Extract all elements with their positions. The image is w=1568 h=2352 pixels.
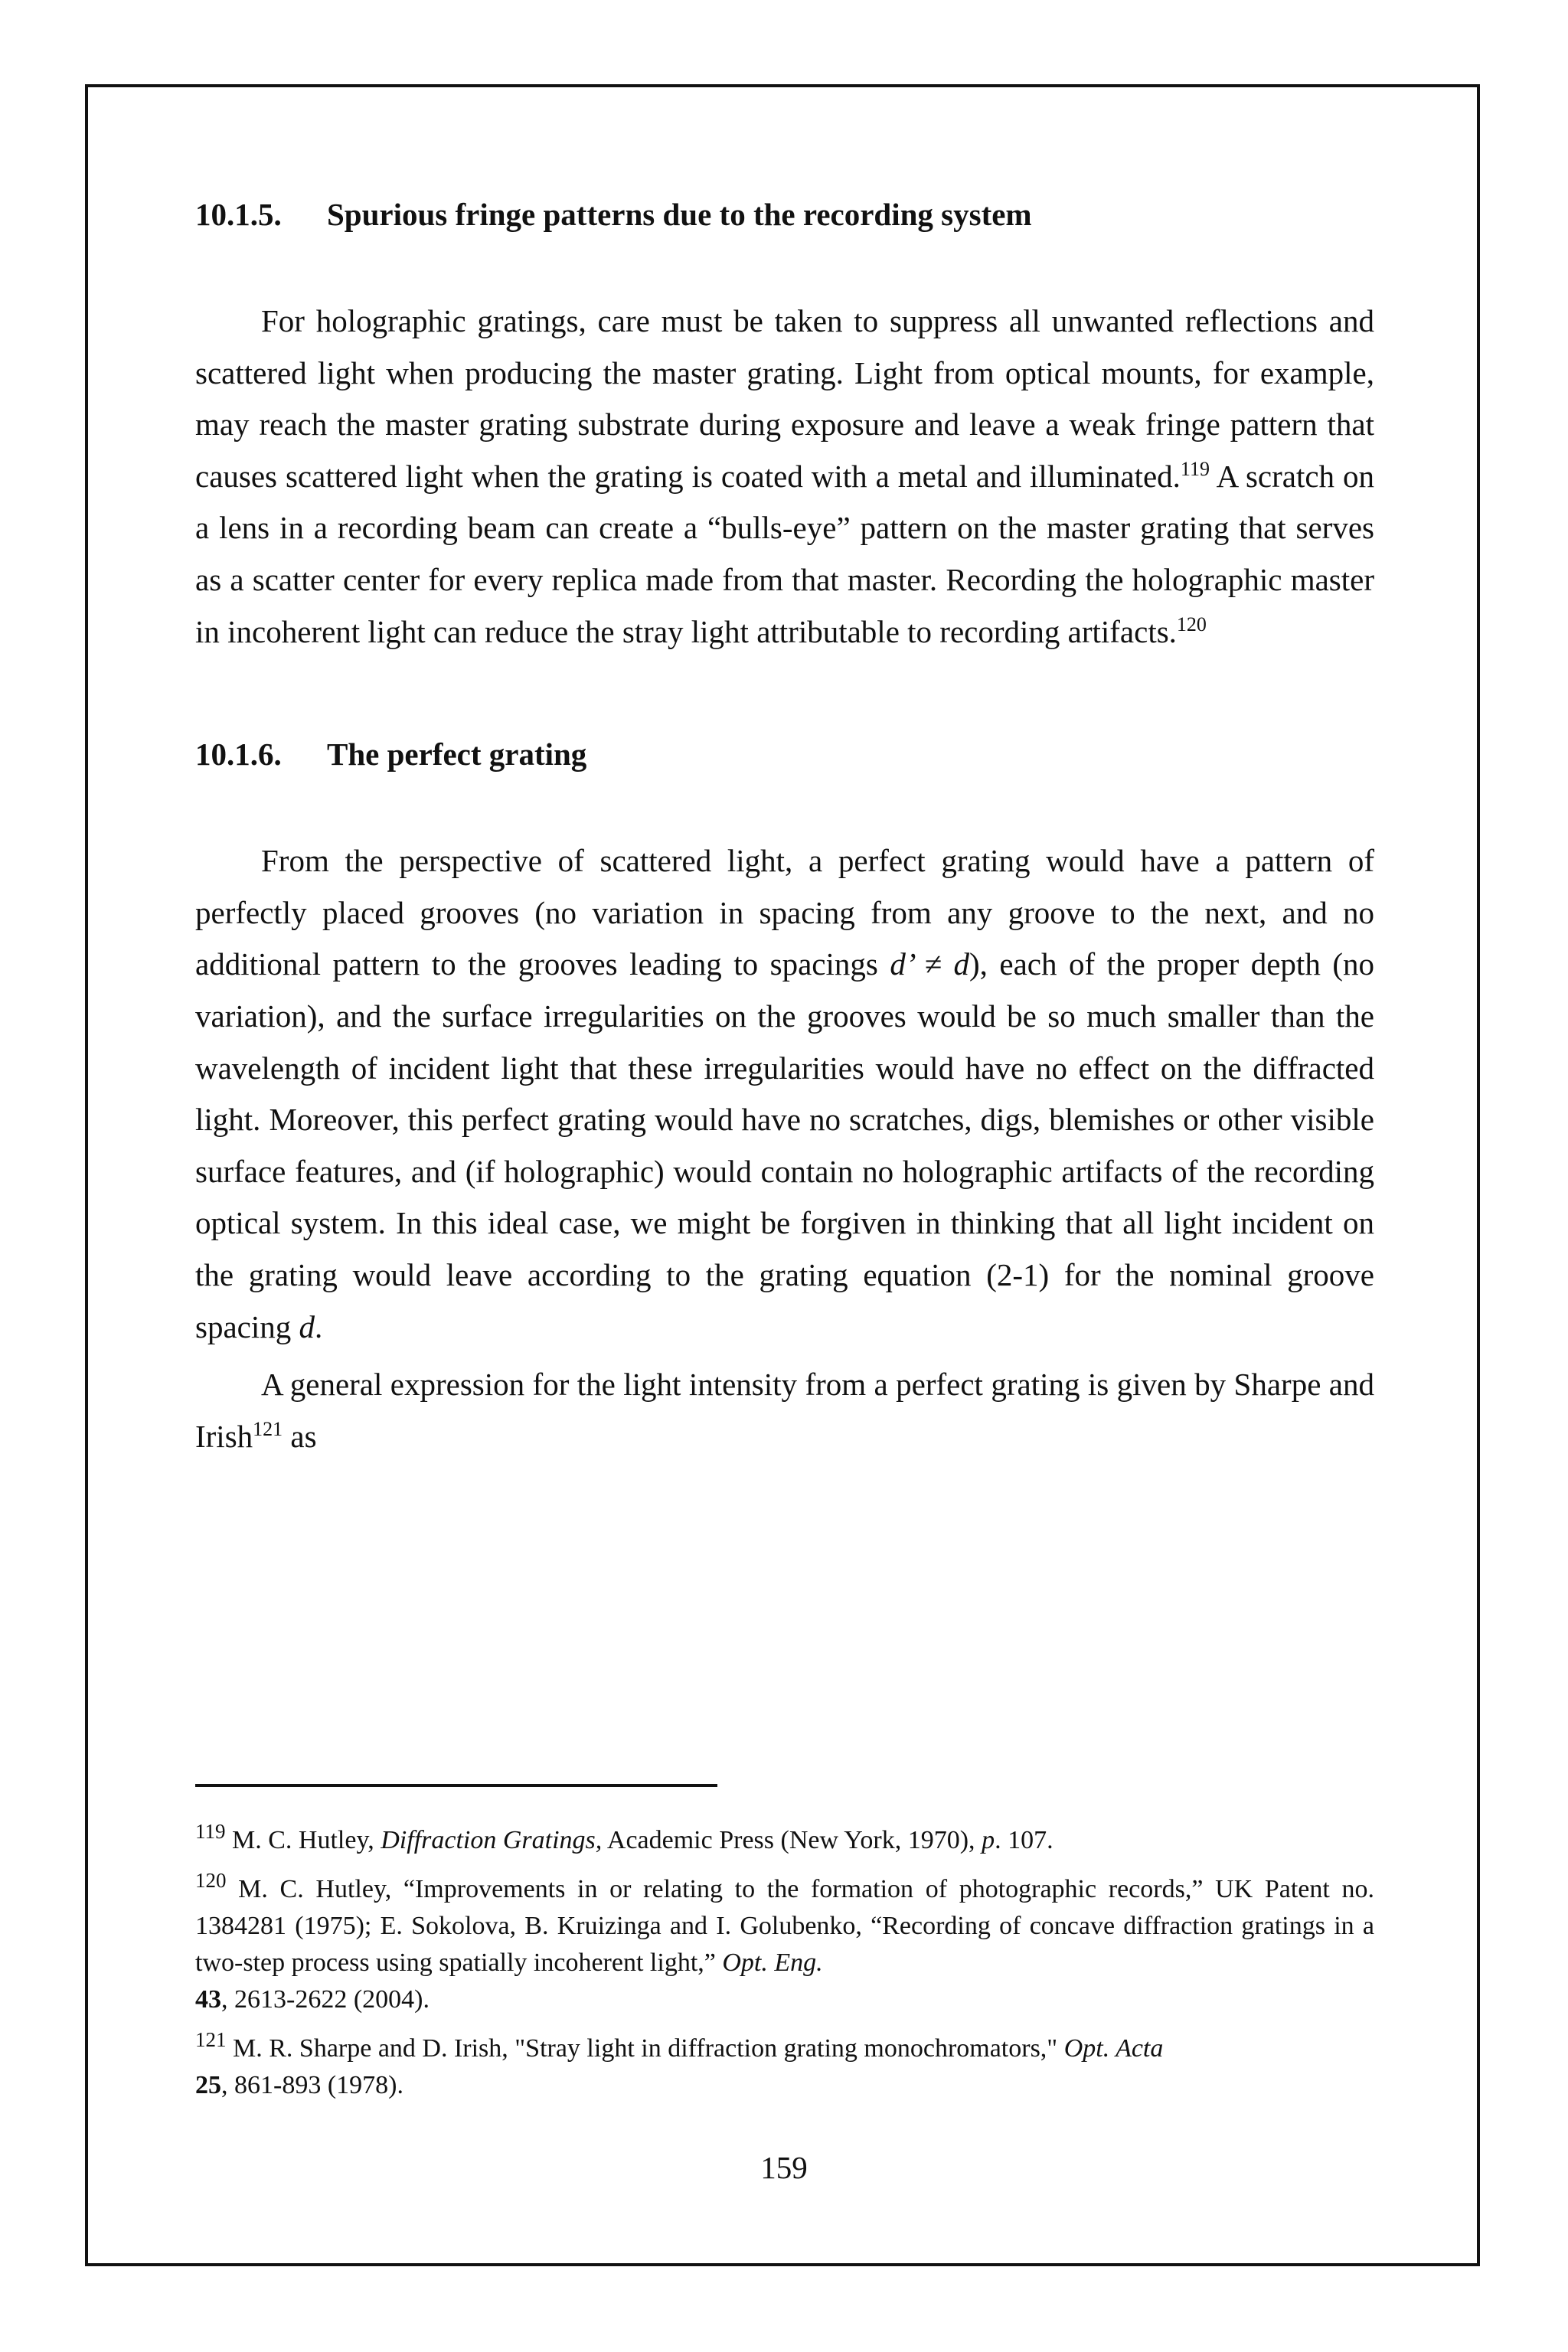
footnotes: [195, 1822, 1374, 2116]
section-number: 10.1.6.: [195, 737, 282, 773]
paragraph-text: For holographic gratings, care must be taken to suppress all unwanted reflections and scattered light when producing the master grating. Light from optical mounts, for example, may reach the master grating substrate during exposure and leave a weak fringe pattern that causes scattered light when the grating is coated with a metal and illuminated.: [195, 303, 1374, 494]
footnote-text: M. C. Hutley,: [225, 1826, 381, 1854]
paragraph-text: From the perspective of scattered light, a perfect grating would have a pattern of perfectly placed grooves (no variation in spacing from any groove to the next, and no additional pattern to the grooves leading to spacings: [195, 843, 1374, 982]
footnote-ref-119[interactable]: 119: [1180, 457, 1210, 480]
footnote-120: [195, 1871, 1374, 2018]
section-number: 10.1.5.: [195, 197, 282, 232]
section-title: Spurious fringe patterns due to the recording system: [327, 197, 1032, 232]
footnote-ref-120[interactable]: 120: [1176, 612, 1207, 635]
math-variable: d: [299, 1308, 315, 1344]
footnote-119: [195, 1822, 1374, 1859]
footnote-volume: 43: [195, 1985, 221, 2014]
footnote-journal: Opt. Eng.: [722, 1949, 823, 1977]
footnote-number: 120: [195, 1869, 227, 1892]
page-number: 159: [760, 2150, 808, 2185]
footnote-text: , 861-893 (1978).: [221, 2071, 403, 2099]
footnote-page-abbrev: p: [982, 1826, 995, 1854]
paragraph-spurious-fringes: [195, 296, 1374, 658]
footnote-number: 121: [195, 2028, 227, 2051]
footnote-journal: Opt. Acta: [1063, 2034, 1164, 2063]
footnote-121: [195, 2030, 1374, 2104]
paragraph-general-expression: [195, 1359, 1374, 1462]
footnote-ref-121[interactable]: 121: [253, 1417, 283, 1440]
paragraph-text: as: [283, 1418, 317, 1454]
paragraph-text: .: [315, 1308, 323, 1344]
footnote-text: Academic Press (New York, 1970),: [602, 1826, 982, 1854]
footnote-number: 119: [195, 1820, 226, 1843]
paragraph-perfect-grating: [195, 835, 1374, 1353]
section-title: The perfect grating: [327, 737, 587, 773]
math-inequality: d’ ≠ d: [890, 946, 969, 982]
footnote-volume: 25: [195, 2071, 221, 2099]
section-heading-10-1-6: [195, 731, 1374, 777]
footnote-text: . 107.: [995, 1826, 1054, 1854]
footnote-text: M. R. Sharpe and D. Irish, "Stray light in diffraction grating monochromators,": [226, 2034, 1064, 2063]
main-content: [195, 191, 1374, 1462]
paragraph-text: A scratch on a lens in a recording beam can create a “bulls-eye” pattern on the master grating that serves as a scatter center for every replica made from that master. Recording the holographic master in incoherent light can reduce the stray light attributable to recording artifacts.: [195, 458, 1374, 649]
footnote-text: M. C. Hutley, “Improvements in or relating to the formation of photographic records,” UK Patent no. 1384281 (1975); E. Sokolova, B. Kruizinga and I. Golubenko, “Recording of concave diffraction gratings in a two-step process using spatially incoherent light,”: [195, 1875, 1374, 1977]
footnote-book-title: Diffraction Gratings,: [381, 1826, 603, 1854]
paragraph-text: A general expression for the light intensity from a perfect grating is given by Sharpe and Irish: [195, 1367, 1374, 1454]
footnote-divider: [195, 1784, 717, 1787]
section-heading-10-1-5: [195, 191, 1374, 237]
footnote-text: , 2613-2622 (2004).: [221, 1985, 430, 2014]
paragraph-text: ), each of the proper depth (no variation), and the surface irregularities on the grooves would be so much smaller than the wavelength of incident light that these irregularities would have no effect on the diffracted light. Moreover, this perfect grating would have no scratches, digs, blemishes or other visible surface features, and (if holographic) would contain no holographic artifacts of the recording optical system. In this ideal case, we might be forgiven in thinking that all light incident on the grating would leave according to the grating equation (2-1) for the nominal groove spacing: [195, 946, 1374, 1344]
